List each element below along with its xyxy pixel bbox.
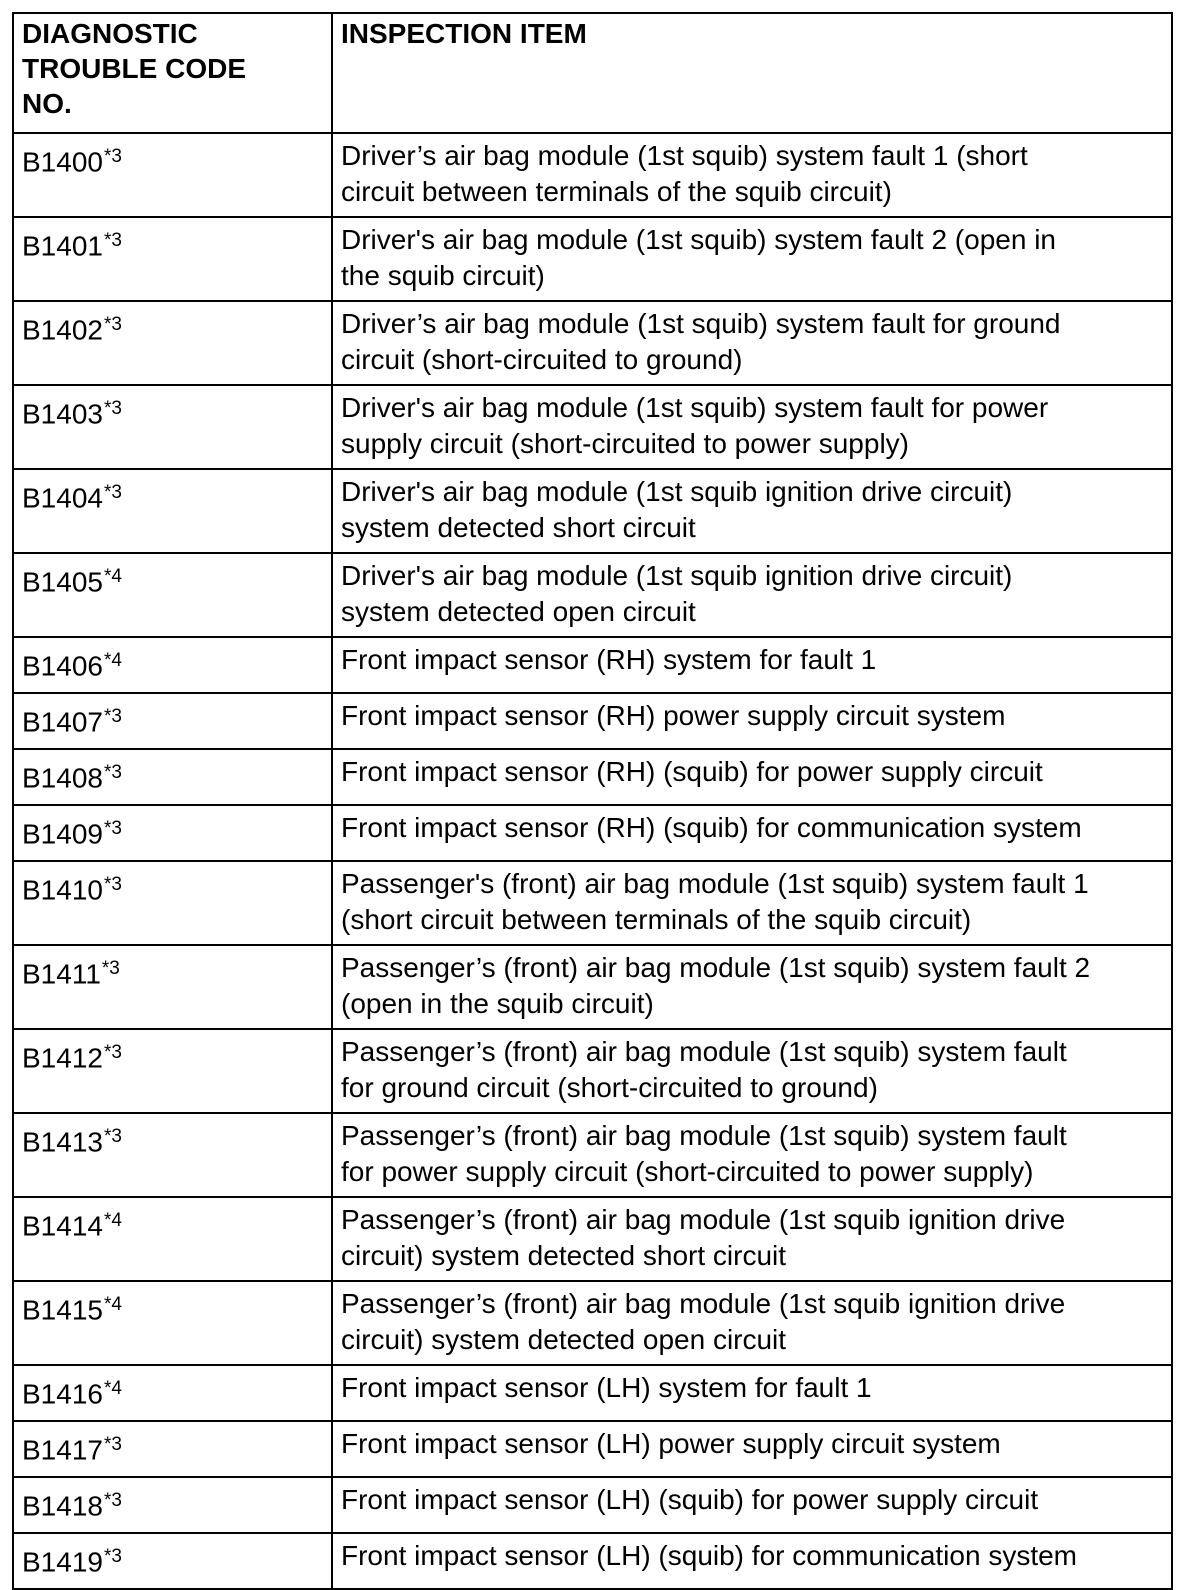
inspection-item-cell: Front impact sensor (RH) power supply circuit system (332, 693, 1172, 749)
dtc-code: B1414 (22, 1210, 103, 1242)
inspection-item-cell: Driver’s air bag module (1st squib) system fault 1 (short circuit between terminals of the squib circuit) (332, 133, 1172, 217)
dtc-code: B1412 (22, 1042, 103, 1074)
dtc-code-cell (13, 1197, 332, 1281)
dtc-code-cell (13, 637, 332, 693)
inspection-item-cell: Front impact sensor (LH) power supply circuit system (332, 1421, 1172, 1477)
dtc-note-marker: *3 (103, 230, 122, 251)
table-row (13, 1421, 1172, 1477)
dtc-code-cell (13, 749, 332, 805)
dtc-code-cell (13, 385, 332, 469)
dtc-note-marker: *4 (103, 1210, 122, 1231)
inspection-item-cell: Front impact sensor (RH) (squib) for power supply circuit (332, 749, 1172, 805)
inspection-item-cell: Passenger's (front) air bag module (1st squib) system fault 1 (short circuit between terminals of the squib circuit) (332, 861, 1172, 945)
dtc-code-cell (13, 1281, 332, 1365)
dtc-note-marker: *3 (103, 482, 122, 503)
inspection-item-cell: Front impact sensor (LH) system for fault 1 (332, 1365, 1172, 1421)
inspection-item-cell: Passenger’s (front) air bag module (1st squib) system fault 2 (open in the squib circuit) (332, 945, 1172, 1029)
table-row (13, 301, 1172, 385)
table-header-row (13, 13, 1172, 133)
dtc-note-marker: *3 (103, 1042, 122, 1063)
dtc-note-marker: *3 (103, 818, 122, 839)
dtc-code-cell (13, 945, 332, 1029)
dtc-code-cell (13, 1365, 332, 1421)
dtc-table-container (12, 12, 1173, 1590)
table-row (13, 693, 1172, 749)
inspection-item-cell: Passenger’s (front) air bag module (1st squib ignition drive circuit) system detected short circuit (332, 1197, 1172, 1281)
dtc-code: B1407 (22, 706, 103, 738)
dtc-note-marker: *4 (103, 650, 122, 671)
dtc-code: B1417 (22, 1434, 103, 1466)
table-row (13, 385, 1172, 469)
dtc-code: B1409 (22, 818, 103, 850)
table-row (13, 637, 1172, 693)
dtc-code: B1408 (22, 762, 103, 794)
dtc-code-cell (13, 805, 332, 861)
dtc-code: B1400 (22, 146, 103, 178)
dtc-note-marker: *3 (103, 1546, 122, 1567)
inspection-item-cell: Front impact sensor (LH) (squib) for power supply circuit (332, 1477, 1172, 1533)
dtc-code: B1411 (22, 958, 101, 990)
dtc-note-marker: *3 (103, 762, 122, 783)
table-row (13, 1029, 1172, 1113)
dtc-note-marker: *4 (103, 566, 122, 587)
dtc-note-marker: *4 (103, 1294, 122, 1315)
table-row (13, 217, 1172, 301)
header-inspection-item: INSPECTION ITEM (332, 13, 1172, 133)
dtc-note-marker: *3 (103, 146, 122, 167)
table-row (13, 553, 1172, 637)
table-row (13, 133, 1172, 217)
dtc-note-marker: *3 (103, 1490, 122, 1511)
dtc-code: B1401 (22, 230, 103, 262)
dtc-note-marker: *3 (103, 1126, 122, 1147)
dtc-code: B1416 (22, 1378, 103, 1410)
header-code: DIAGNOSTIC TROUBLE CODE NO. (13, 13, 332, 133)
dtc-note-marker: *3 (103, 314, 122, 335)
inspection-item-cell: Driver's air bag module (1st squib ignition drive circuit) system detected short circuit (332, 469, 1172, 553)
inspection-item-cell: Passenger’s (front) air bag module (1st squib) system fault for power supply circuit (short-circuited to power supply) (332, 1113, 1172, 1197)
table-row (13, 1197, 1172, 1281)
dtc-code: B1415 (22, 1294, 103, 1326)
dtc-code: B1403 (22, 398, 103, 430)
inspection-item-cell: Driver’s air bag module (1st squib) system fault for ground circuit (short-circuited to ground) (332, 301, 1172, 385)
dtc-code: B1406 (22, 650, 103, 682)
dtc-code: B1419 (22, 1546, 103, 1578)
inspection-item-cell: Front impact sensor (RH) system for fault 1 (332, 637, 1172, 693)
dtc-note-marker: *3 (103, 1434, 122, 1455)
inspection-item-cell: Driver's air bag module (1st squib) system fault 2 (open in the squib circuit) (332, 217, 1172, 301)
dtc-note-marker: *3 (101, 958, 120, 979)
dtc-code-cell (13, 1113, 332, 1197)
dtc-code-cell (13, 1477, 332, 1533)
dtc-code-cell (13, 133, 332, 217)
dtc-table (12, 12, 1173, 1590)
dtc-code-cell (13, 1533, 332, 1589)
dtc-code: B1404 (22, 482, 103, 514)
dtc-code: B1410 (22, 874, 103, 906)
dtc-code-cell (13, 469, 332, 553)
dtc-code-cell (13, 693, 332, 749)
dtc-note-marker: *4 (103, 1378, 122, 1399)
dtc-code-cell (13, 217, 332, 301)
table-row (13, 749, 1172, 805)
dtc-code: B1418 (22, 1490, 103, 1522)
inspection-item-cell: Front impact sensor (LH) (squib) for communication system (332, 1533, 1172, 1589)
dtc-code-cell (13, 1421, 332, 1477)
table-row (13, 1281, 1172, 1365)
dtc-code: B1402 (22, 314, 103, 346)
inspection-item-cell: Passenger’s (front) air bag module (1st squib ignition drive circuit) system detected open circuit (332, 1281, 1172, 1365)
dtc-code-cell (13, 861, 332, 945)
inspection-item-cell: Front impact sensor (RH) (squib) for communication system (332, 805, 1172, 861)
dtc-note-marker: *3 (103, 398, 122, 419)
table-row (13, 861, 1172, 945)
table-row (13, 945, 1172, 1029)
dtc-note-marker: *3 (103, 874, 122, 895)
dtc-code: B1405 (22, 566, 103, 598)
dtc-code-cell (13, 1029, 332, 1113)
table-row (13, 1365, 1172, 1421)
inspection-item-cell: Passenger’s (front) air bag module (1st squib) system fault for ground circuit (short-circuited to ground) (332, 1029, 1172, 1113)
table-row (13, 469, 1172, 553)
table-row (13, 1477, 1172, 1533)
table-row (13, 1113, 1172, 1197)
table-row (13, 1533, 1172, 1589)
dtc-note-marker: *3 (103, 706, 122, 727)
dtc-code-cell (13, 553, 332, 637)
dtc-code-cell (13, 301, 332, 385)
inspection-item-cell: Driver's air bag module (1st squib ignition drive circuit) system detected open circuit (332, 553, 1172, 637)
inspection-item-cell: Driver's air bag module (1st squib) system fault for power supply circuit (short-circuited to power supply) (332, 385, 1172, 469)
dtc-code: B1413 (22, 1126, 103, 1158)
table-row (13, 805, 1172, 861)
